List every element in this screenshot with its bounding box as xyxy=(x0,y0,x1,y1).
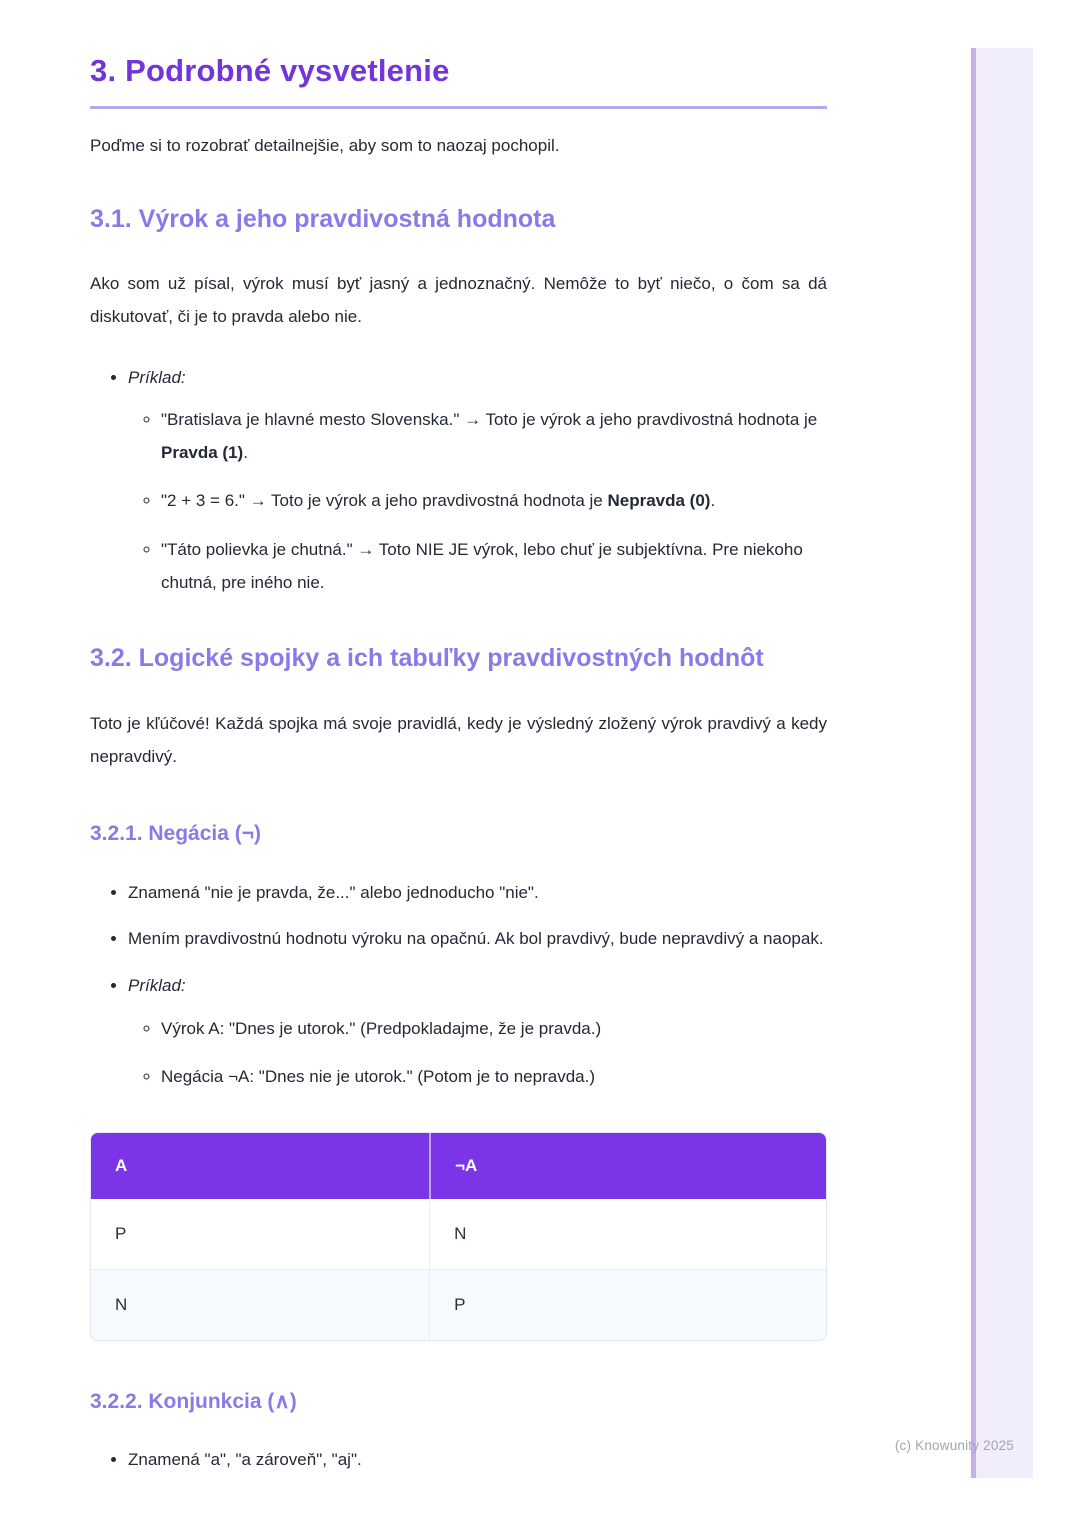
section-3-1-examples xyxy=(128,404,827,599)
list-item xyxy=(161,534,827,599)
truth-table xyxy=(91,1133,826,1340)
section-3-2-1-title: 3.2.1. Negácia (¬) xyxy=(90,822,262,846)
example-text-pre: "2 + 3 = 6." → Toto je výrok a jeho pravdivostná hodnota je xyxy=(161,491,608,511)
table-row xyxy=(91,1269,826,1340)
example-text-post: . xyxy=(243,442,248,462)
table-cell: N xyxy=(91,1269,429,1340)
copyright-watermark: (c) Knowunity 2025 xyxy=(894,1438,1014,1453)
table-cell: P xyxy=(429,1269,826,1340)
table-cell: N xyxy=(429,1199,826,1269)
table-cell: P xyxy=(91,1199,429,1269)
example-text-bold: Pravda (1) xyxy=(161,442,244,462)
list-item xyxy=(161,485,827,518)
example-label: Príklad: xyxy=(128,975,186,995)
truth-table-body xyxy=(91,1199,826,1340)
section-3-2-title: 3.2. Logické spojky a ich tabuľky pravdivostných hodnôt xyxy=(90,644,764,673)
section-3-1-paragraph: Ako som už písal, výrok musí byť jasný a jednoznačný. Nemôže to byť niečo, o čom sa dá diskutovať, či je to pravda alebo nie. xyxy=(90,274,827,326)
list-item xyxy=(161,404,827,469)
table-header-row xyxy=(91,1133,826,1199)
list-item: • Znamená "nie je pravda, že..." alebo jednoducho "nie". xyxy=(128,877,827,910)
table-header-a: A xyxy=(91,1133,429,1199)
list-item xyxy=(128,362,827,600)
page-title: 3. Podrobné vysvetlenie xyxy=(90,53,450,88)
document-content xyxy=(90,0,827,1491)
list-item: • Znamená "a", "a zároveň", "aj". xyxy=(128,1444,827,1477)
table-header-not-a: ¬A xyxy=(429,1133,826,1199)
table-row xyxy=(91,1199,826,1269)
example-text-bold: Nepravda (0) xyxy=(607,491,711,511)
example-text-pre: "Bratislava je hlavné mesto Slovenska." → Toto je výrok a jeho pravdivostná hodnota je xyxy=(161,410,818,430)
section-3-2-paragraph: Toto je kľúčové! Každá spojka má svoje pravidlá, kedy je výsledný zložený výrok pravdivý a kedy nepravdivý. xyxy=(90,714,827,766)
truth-table-head xyxy=(91,1133,826,1199)
title-divider xyxy=(90,106,827,109)
example-text-post: . xyxy=(710,491,716,511)
section-3-2-1-list xyxy=(90,877,827,1094)
section-3-2-1-examples xyxy=(128,1013,827,1094)
truth-table-container xyxy=(90,1132,827,1341)
list-item: ◦ Negácia ¬A: "Dnes nie je utorok." (Potom je to nepravda.) xyxy=(161,1061,827,1094)
example-label: Príklad: xyxy=(128,367,186,387)
side-accent-panel xyxy=(976,48,1033,1478)
example-text-pre: "Táto polievka je chutná." → Toto NIE JE výrok, lebo chuť je subjektívna. Pre niekoho chutná, pre iného nie. xyxy=(161,540,803,592)
section-3-2-2-list xyxy=(90,1444,827,1477)
section-3-2-2-title: 3.2.2. Konjunkcia (∧) xyxy=(90,1389,297,1413)
section-3-1-list xyxy=(90,362,827,600)
section-3-1-title: 3.1. Výrok a jeho pravdivostná hodnota xyxy=(90,204,556,233)
intro-paragraph: Poďme si to rozobrať detailnejšie, aby som to naozaj pochopil. xyxy=(90,136,560,156)
list-item: • Mením pravdivostnú hodnotu výroku na opačnú. Ak bol pravdivý, bude nepravdivý a naopak. xyxy=(128,923,827,956)
list-item xyxy=(128,970,827,1094)
list-item: ◦ Výrok A: "Dnes je utorok." (Predpokladajme, že je pravda.) xyxy=(161,1013,827,1046)
